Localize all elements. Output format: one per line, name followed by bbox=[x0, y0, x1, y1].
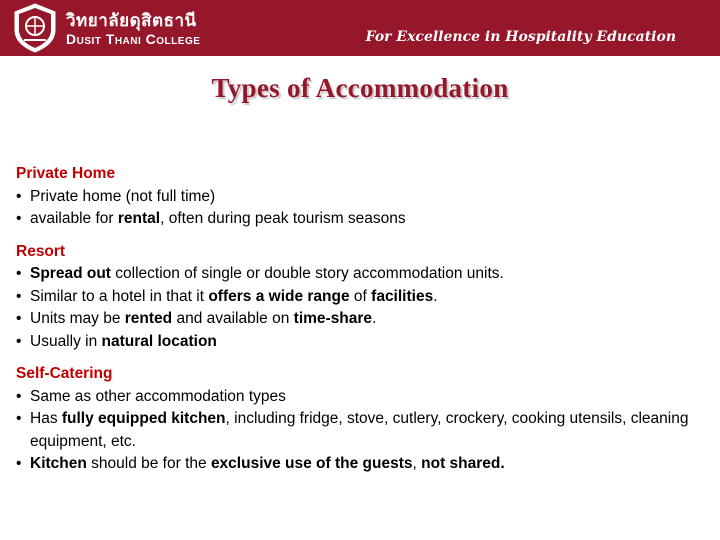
college-thai-name: วิทยาลัยดุสิตธานี bbox=[66, 11, 197, 31]
page-number: 15 bbox=[669, 10, 682, 25]
bullet-dot-icon: • bbox=[16, 265, 22, 282]
bullet-item: • Spread out collection of single or double story accommodation units. bbox=[16, 263, 696, 286]
bullet-item: • Similar to a hotel in that it offers a wide range of facilities. bbox=[16, 286, 696, 309]
section-title: Private Home bbox=[16, 165, 116, 182]
section-resort bbox=[16, 241, 696, 354]
college-seal-icon bbox=[10, 2, 60, 54]
section-title: Resort bbox=[16, 242, 66, 260]
bullet-dot-icon: • bbox=[16, 310, 22, 327]
bullet-item: • Has fully equipped kitchen, including fridge, stove, cutlery, crockery, cooking utensils, cleaning equipment, etc. bbox=[16, 410, 689, 450]
bullet-item: • Same as other accommodation types bbox=[16, 386, 696, 409]
bullet-item: • available for rental, often during peak tourism seasons bbox=[16, 208, 696, 231]
section-self-catering bbox=[16, 363, 696, 476]
bullet-dot-icon: • bbox=[16, 410, 22, 427]
bullet-item: • Kitchen should be for the exclusive use of the guests, not shared. bbox=[16, 453, 696, 476]
bullet-dot-icon: • bbox=[16, 332, 22, 350]
bullet-item: • Units may be rented and available on time-share. bbox=[16, 308, 696, 331]
bullet-dot-icon: • bbox=[16, 387, 22, 405]
section-title: Self-Catering bbox=[16, 365, 113, 382]
bullet-dot-icon: • bbox=[16, 455, 22, 472]
college-tagline: For Excellence in Hospitality Education bbox=[365, 29, 676, 45]
college-english-name: Dusit Thani College bbox=[66, 31, 201, 47]
section-private-home bbox=[16, 163, 696, 231]
bullet-item: • Usually in natural location bbox=[16, 331, 696, 354]
bullet-item: • Private home (not full time) bbox=[16, 186, 696, 209]
bullet-dot-icon: • bbox=[16, 287, 22, 305]
header-banner bbox=[0, 0, 720, 56]
bullet-dot-icon: • bbox=[16, 210, 22, 227]
slide-title: Types of Accommodation bbox=[211, 73, 509, 103]
slide-content bbox=[16, 163, 696, 486]
bullet-dot-icon: • bbox=[16, 187, 22, 205]
